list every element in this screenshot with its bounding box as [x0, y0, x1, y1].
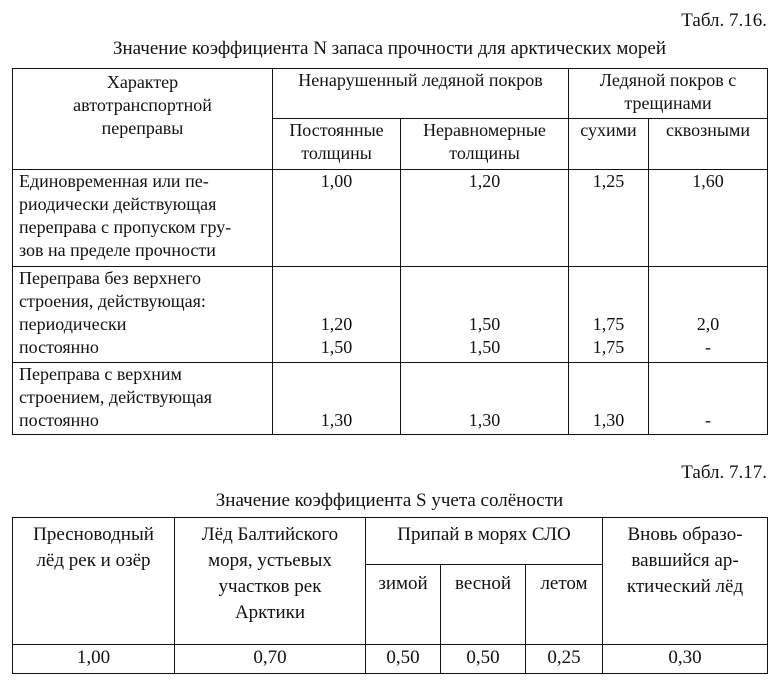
- row-label: Единовременная или пе- риодически действующая переправа с пропуском гру- зов на пределе прочности: [13, 170, 273, 267]
- header-baltic-ice: Лёд Балтийского моря, устьевых участков рек Арктики: [175, 518, 366, 645]
- cell-value: 1,00: [13, 645, 175, 674]
- cell-value: 0,50: [441, 645, 526, 674]
- table-row: [13, 267, 768, 363]
- table-row: [13, 363, 768, 435]
- header-fast-ice: Припай в морях СЛО: [366, 518, 603, 565]
- cell-value: 0,50: [366, 645, 441, 674]
- table-7-16-caption: Табл. 7.16.: [681, 10, 767, 31]
- cell-value: 0,30: [603, 645, 768, 674]
- header-crossing-type: Характер автотранспортной переправы: [13, 69, 273, 170]
- safety-factor-table: [12, 68, 768, 435]
- salinity-factor-table: [12, 517, 768, 674]
- cell-value: 1,30: [569, 363, 649, 435]
- header-intact-ice: Ненарушенный ледяной покров: [273, 69, 569, 119]
- header-new-arctic-ice: Вновь образо-вавшийся ар-ктический лёд: [603, 518, 768, 645]
- cell-value: 1,20: [401, 170, 569, 267]
- header-spring: весной: [441, 565, 526, 645]
- cell-value: 1,50 1,50: [401, 267, 569, 363]
- cell-value: 0,25: [526, 645, 603, 674]
- header-through-cracks: сквозными: [649, 119, 768, 170]
- cell-value: 2,0 -: [649, 267, 768, 363]
- cell-value: 1,60: [649, 170, 768, 267]
- cell-value: -: [649, 363, 768, 435]
- row-label: Переправа с верхним строением, действующая постоянно: [13, 363, 273, 435]
- cell-value: 1,20 1,50: [273, 267, 401, 363]
- cell-value: 1,75 1,75: [569, 267, 649, 363]
- header-summer: летом: [526, 565, 603, 645]
- cell-value: 1,30: [273, 363, 401, 435]
- header-uneven-thickness: Неравномерные толщины: [401, 119, 569, 170]
- cell-value: 1,25: [569, 170, 649, 267]
- table-row: [13, 170, 768, 267]
- row-label: Переправа без верхнего строения, действующая: периодически постоянно: [13, 267, 273, 363]
- table-row: [13, 645, 768, 674]
- cell-value: 1,00: [273, 170, 401, 267]
- table-7-17-title: Значение коэффициента S учета солёности: [215, 490, 564, 511]
- cell-value: 1,30: [401, 363, 569, 435]
- header-dry-cracks: сухими: [569, 119, 649, 170]
- cell-value: 0,70: [175, 645, 366, 674]
- table-7-16-title: Значение коэффициента N запаса прочности для арктических морей: [112, 38, 667, 59]
- table-7-17-caption: Табл. 7.17.: [681, 462, 767, 483]
- header-winter: зимой: [366, 565, 441, 645]
- header-freshwater-ice: Пресноводный лёд рек и озёр: [13, 518, 175, 645]
- header-constant-thickness: Постоянные толщины: [273, 119, 401, 170]
- header-cracked-ice: Ледяной покров с трещинами: [569, 69, 768, 119]
